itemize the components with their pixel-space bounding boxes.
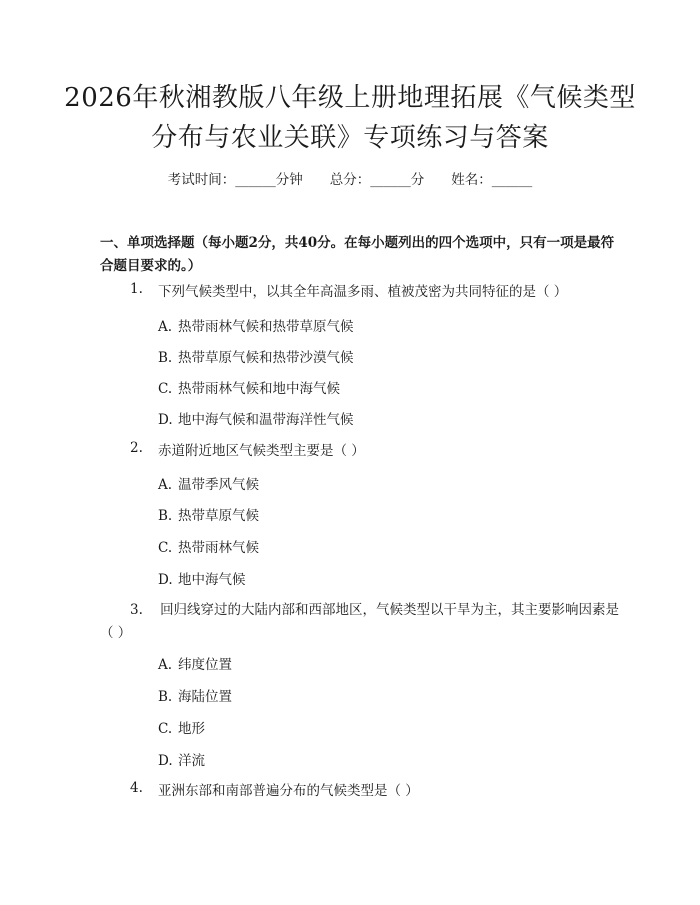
option-text: 热带雨林气候和地中海气候 (178, 381, 340, 397)
option-letter: C. (158, 381, 173, 397)
option-d (158, 408, 354, 428)
option-letter: B. (158, 350, 173, 366)
option-a (158, 473, 259, 493)
option-b (158, 346, 354, 366)
option-letter: C. (158, 721, 173, 737)
option-text: 热带草原气候和热带沙漠气候 (178, 350, 354, 366)
option-letter: D. (158, 753, 173, 769)
option-c (158, 717, 205, 737)
question-number: 3. (130, 602, 143, 618)
option-text: 地中海气候 (178, 572, 246, 588)
section-heading: 一、单项选择题（每小题2分，共40分。在每小题列出的四个选项中，只有一项是最符合题目要求的。） (100, 235, 615, 274)
option-text: 洋流 (178, 753, 205, 769)
option-letter: C. (158, 540, 173, 556)
option-letter: D. (158, 572, 173, 588)
question-text: 亚洲东部和南部普遍分布的气候类型是（ ） (158, 783, 419, 799)
exam-info-line: 考试时间：______分钟 总分：______分 姓名：______ (167, 172, 533, 188)
option-text: 地形 (178, 721, 205, 737)
question-text: 下列气候类型中，以其全年高温多雨、植被茂密为共同特征的是（ ） (158, 284, 568, 300)
option-c (158, 536, 259, 556)
option-letter: A. (158, 319, 173, 335)
option-text: 纬度位置 (178, 657, 232, 673)
question-text (100, 599, 620, 645)
option-letter: A. (158, 657, 173, 673)
option-text: 海陆位置 (178, 689, 232, 705)
question-number: 1. (130, 281, 143, 297)
option-text: 温带季风气候 (178, 477, 259, 493)
question-number: 2. (130, 440, 143, 456)
option-text: 地中海气候和温带海洋性气候 (178, 412, 354, 428)
option-b (158, 504, 259, 524)
option-a (158, 315, 354, 335)
option-letter: D. (158, 412, 173, 428)
option-d (158, 568, 246, 588)
question-text: 赤道附近地区气候类型主要是（ ） (158, 443, 365, 459)
question-number: 4. (130, 780, 143, 796)
question-body: 回归线穿过的大陆内部和西部地区，气候类型以干旱为主，其主要影响因素是（ ） (100, 602, 620, 641)
option-letter: A. (158, 477, 173, 493)
option-letter: B. (158, 689, 173, 705)
option-text: 热带雨林气候和热带草原气候 (178, 319, 354, 335)
document-title: 2026年秋湘教版八年级上册地理拓展《气候类型分布与农业关联》专项练习与答案 (64, 83, 636, 153)
option-letter: B. (158, 508, 173, 524)
option-a (158, 653, 232, 673)
option-c (158, 377, 340, 397)
option-d (158, 749, 205, 769)
option-text: 热带草原气候 (178, 508, 259, 524)
option-b (158, 685, 232, 705)
option-text: 热带雨林气候 (178, 540, 259, 556)
